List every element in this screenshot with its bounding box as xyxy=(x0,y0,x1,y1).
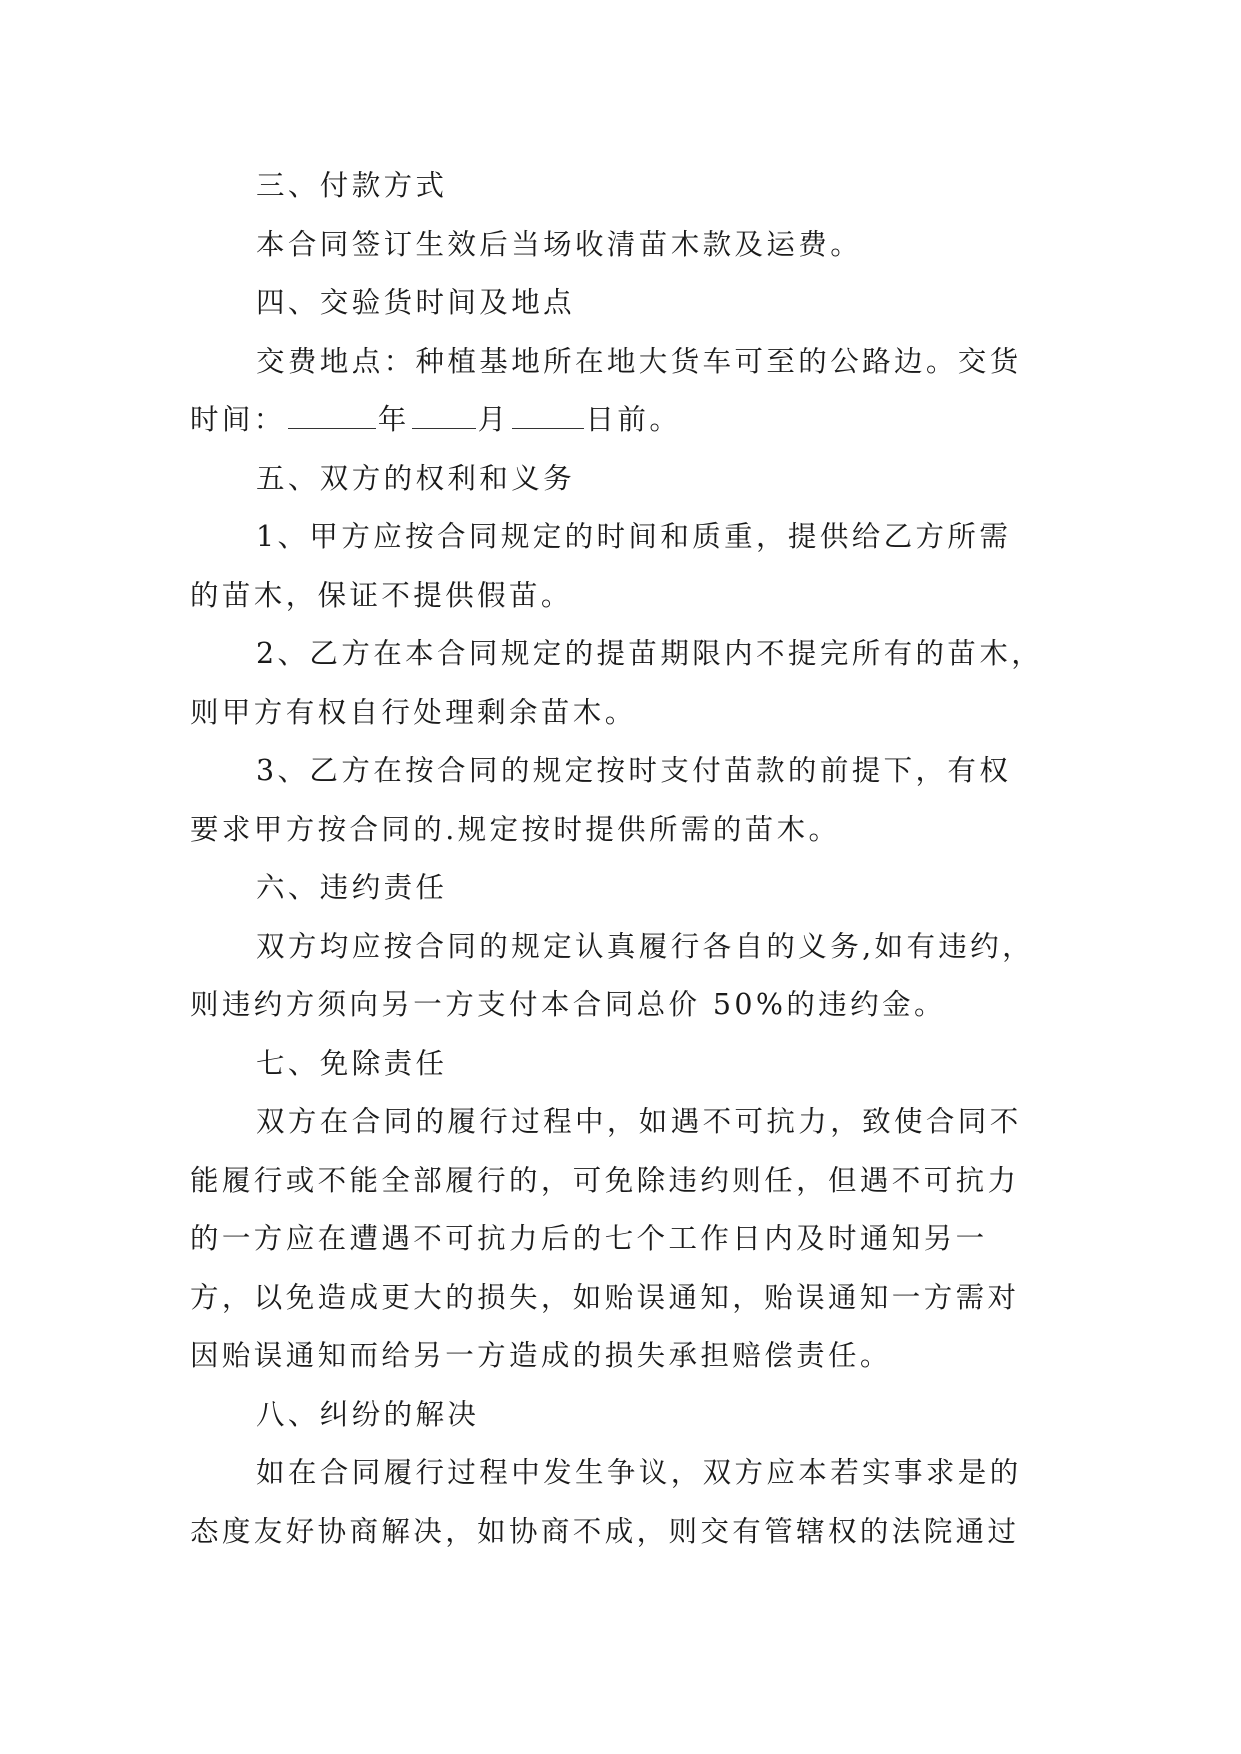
section-heading-breach: 六、违约责任 xyxy=(256,871,448,904)
delivery-paragraph xyxy=(190,333,1060,450)
breach-paragraph: 双方均应按合同的规定认真履行各自的义务,如有违约， 则违约方须向另一方支付本合同总价 50%的违约金。 xyxy=(190,929,1035,1021)
rights-item-3: 3、乙方在按合同的规定按时支付苗款的前提下，有权 要求甲方按合同的.规定按时提供所需的苗木。 xyxy=(190,754,1012,846)
section-heading-payment: 三、付款方式 xyxy=(256,169,448,202)
rights-item-1: 1、甲方应按合同规定的时间和质重，提供给乙方所需 的苗木，保证不提供假苗。 xyxy=(190,520,1012,612)
section-heading-rights: 五、双方的权利和义务 xyxy=(256,461,576,495)
section-heading-disputes: 八、纠纷的解决 xyxy=(256,1397,480,1431)
delivery-line-2: 时间： 年 月 日前。 xyxy=(190,403,682,436)
rights-item-2: 2、乙方在本合同规定的提苗期限内不提完所有的苗木， 则甲方有权自行处理剩余苗木。 xyxy=(190,637,1044,729)
contract-body xyxy=(190,157,1060,1561)
exemption-paragraph: 双方在合同的履行过程中，如遇不可抗力，致使合同不 能履行或不能全部履行的，可免除违约则任，但遇不可抗力 的一方应在遭遇不可抗力后的七个工作日内及时通知另一 方，以免造成更大的损失，如贻误通知，贻误通知一方需对 因贻误通知而给另一方造成的损失承担赔偿责任。 xyxy=(190,1105,1022,1372)
section-heading-exemption: 七、免除责任 xyxy=(256,1046,448,1080)
disputes-paragraph: 如在合同履行过程中发生争议，双方应本若实事求是的 态度友好协商解决，如协商不成，则交有管辖权的法院通过 xyxy=(190,1456,1022,1548)
section-heading-delivery: 四、交验货时间及地点 xyxy=(256,286,576,319)
payment-paragraph: 本合同签订生效后当场收清苗木款及运费。 xyxy=(256,227,863,261)
month-blank xyxy=(412,402,476,429)
delivery-line-1: 交费地点：种植基地所在地大货车可至的公路边。交货 xyxy=(256,344,1022,378)
day-blank xyxy=(512,402,584,429)
year-blank xyxy=(288,402,376,429)
